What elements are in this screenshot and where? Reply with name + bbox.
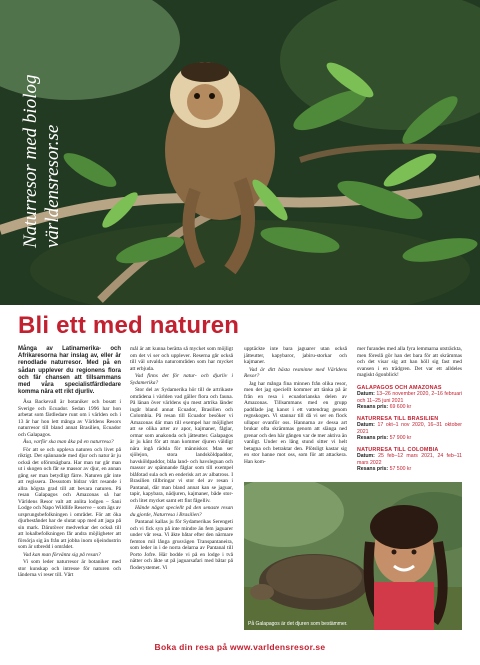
column-1 bbox=[18, 346, 121, 580]
interview-question: Vad kan man förvänta sig på resan? bbox=[23, 551, 101, 558]
body-paragraph: mål är att kunna berätta så mycket som möjligt om det vi ser och upplever. Reserna går också till väl utvalda naturområden som har mycket att erbjuda. bbox=[130, 346, 233, 372]
tagline bbox=[6, 60, 76, 290]
trip-dates-label: Datum: bbox=[357, 422, 375, 428]
body-paragraph: Åsa Backevall är botaniker och bosatt i Sverige och Ecuador. Sedan 1996 har hon arbetat som färdledare runt om i världen och i 13 år har hon lett många av Världens Resors naturresor till bland annat Brasilien, Ecuador och Galapagos. bbox=[18, 399, 121, 438]
body-paragraph: Stor del av Sydamerika hör till de artrikaste områdena i världen vad gäller flora och fauna. På länan över världens sju mest artrika länder ingår bland annat Ecuador, Brasilien och Colombia. På resan till Ecuador besöker vi Amazonas där man till exempel har möjlighet att se olika arter av apor, kajmaner, fåglar, ormar som anakonda och jätteutter. Galapagos är ju känt för att man kommer djuren väldigt nära ingå rädsla för människor. Man ser sjölejon, stora landsköldpaddor, havsköldpaddor, blåa land- och havsleguan och massor av spännande fåglar som till exempel blåfotad sula och en enderisk art av albatross. I Brasilien tillbringar vi stor del av resan i Pantanal, där man bland annat kan se jaguar, tapir, kapybara, nädjuren, kajmaner, både stor- och litet mycket samt ett fint fågelliv. bbox=[130, 387, 233, 504]
body-paragraph: För att se och uppleva naturen och livet på riktigt. Det spännande med djur och natur är ju också det oförutsägbara. Har man tur går man ut i skogen och får se massor av djur, en annan gång ser man betydligt färre. Naturen går inte att regissera. Dessutom bidrar vårt resande i allra högsta grad till att bevara naturen. På resan Galapagos och Amazonas så har Världens Resor valt att anlita lodgen – Sani Lodge och Napo Wildlife Reserve – som ägs av ursprungsbefolkningen i området. För att öka djurbeståndet har de slutat upp med att jaga på sin mark. Därutöver medverkar det också till att lokalbefolkningen får andra möjligheter att försörja sig än från att jobba inom oljeindustrin som är utbredd i området. bbox=[18, 446, 121, 551]
lead-paragraph: Många av Latinamerika- och Afrikaresorna har inslag av, eller är renodlade naturresor. Med på en sådan upplever du regionens flora och fär chansen att tillsammans med våra specialistfärdledare komma nära ett rikt djurliv. bbox=[18, 346, 121, 396]
body-paragraph: Vi som leder naturresor är botaniker med stor kunskap och intresse för naturen och länderna vi reser till. Vårt bbox=[18, 559, 121, 579]
trip-price: 57 500 kr bbox=[389, 466, 412, 472]
trip-price-label: Resans pris: bbox=[357, 404, 389, 410]
column-3 bbox=[244, 346, 347, 466]
page-title: Bli ett med naturen bbox=[18, 312, 240, 339]
body-paragraph: Jag har många fina minnen från olika resor, men det jag speciellt kommer att tänka på är från en resa i ecuadorianska delen av Amazonas. Tillsammans med en grupp paddlade jag kanot i ett vattendrag genom regnskogen. Vi stannar till då vi ser en flock ullapor ovanför oss. Hannarna av dessa art brukar ofta skrämmas genom att slänga ned grenar och den här gången var de mer aktiva än vanligt. Under en lång stund sitter vi helt betagna och betraktar den. Plötsligt kastar sig en stor hanne mot oss, som för att attackera. Han kom- bbox=[244, 380, 347, 465]
trip-title[interactable]: NATURRESA TILL BRASILIEN bbox=[357, 415, 439, 422]
column-4 bbox=[357, 346, 462, 478]
tortoise-photo bbox=[244, 482, 462, 630]
trip-dates: 13–26 november 2020, 2–16 februari och 11–25 juni 2021 bbox=[357, 391, 462, 404]
tagline-line-2: världensresor.se bbox=[42, 124, 63, 248]
trip-title[interactable]: NATURRESA TILL COLOMBIA bbox=[357, 446, 439, 453]
tagline-line-1: Naturresor med biolog bbox=[20, 74, 41, 248]
trip-info-box bbox=[357, 447, 462, 473]
interview-question: Vad finns det för natur- och djurliv i Sydamerika? bbox=[130, 373, 233, 386]
trip-title[interactable]: GALAPAGOS OCH AMAZONAS bbox=[357, 384, 442, 391]
footer-booking-link[interactable]: Boka din resa på www.varldensresor.se bbox=[154, 642, 326, 652]
trip-dates: 25 feb–12 mars 2021, 24 feb–11 mars 2022 bbox=[357, 453, 462, 466]
trip-info-box bbox=[357, 385, 462, 411]
interview-question: Åsa, varför ska man åka på en naturresa? bbox=[23, 439, 114, 446]
trip-dates: 17 okt–1 nov 2020, 16–31 oktober 2021 bbox=[357, 422, 462, 435]
trip-info-box bbox=[357, 416, 462, 442]
hero-photo bbox=[0, 0, 480, 305]
column-2 bbox=[130, 346, 233, 572]
body-paragraph: mer furandes med alla fyra lemmarna utsträckta, men föreslå gör han det bara för att skrämmas och det visar sig att han höll sig fast med svansen i en trädgren. Det var ett alldeles magiskt ögonblick! bbox=[357, 346, 462, 378]
trip-price-label: Resans pris: bbox=[357, 466, 389, 472]
interview-question: Vad är ditt bästa resminne med Världens Resor? bbox=[244, 366, 347, 379]
trip-dates-label: Datum: bbox=[357, 453, 375, 459]
trip-price: 69 600 kr bbox=[389, 404, 412, 410]
body-paragraph: Pantanal kallas ju för Sydamerikas Serengeti och vi fick syn på inte mindre än fem jaguarer under vår resa. Vi åkte båtar efter den närmare femton mil långa grusvägen Transpantaneira, som leder in i de norra delarna av Pantanal till Porto Jofre. Här bodde vi på en lodge i två nätter och åkte ut på jaguarsafari med båtar på floderystemet. Vi bbox=[130, 519, 233, 571]
girl-with-tortoise-image bbox=[244, 482, 462, 630]
trip-price-label: Resans pris: bbox=[357, 435, 389, 441]
trip-price: 57 900 kr bbox=[389, 435, 412, 441]
body-paragraph: upptäckte inte bara jaguarer utan också jätteutter, kapybaror, jabiru-storkar och kajmaner. bbox=[244, 346, 347, 365]
interview-question: Hände något speciellt på den senaste resan du gjorde, Naturresa i Brasilien? bbox=[130, 505, 233, 518]
trip-dates-label: Datum: bbox=[357, 391, 375, 397]
photo-caption: På Galapagos är det djuren som bestämmer. bbox=[248, 621, 348, 627]
